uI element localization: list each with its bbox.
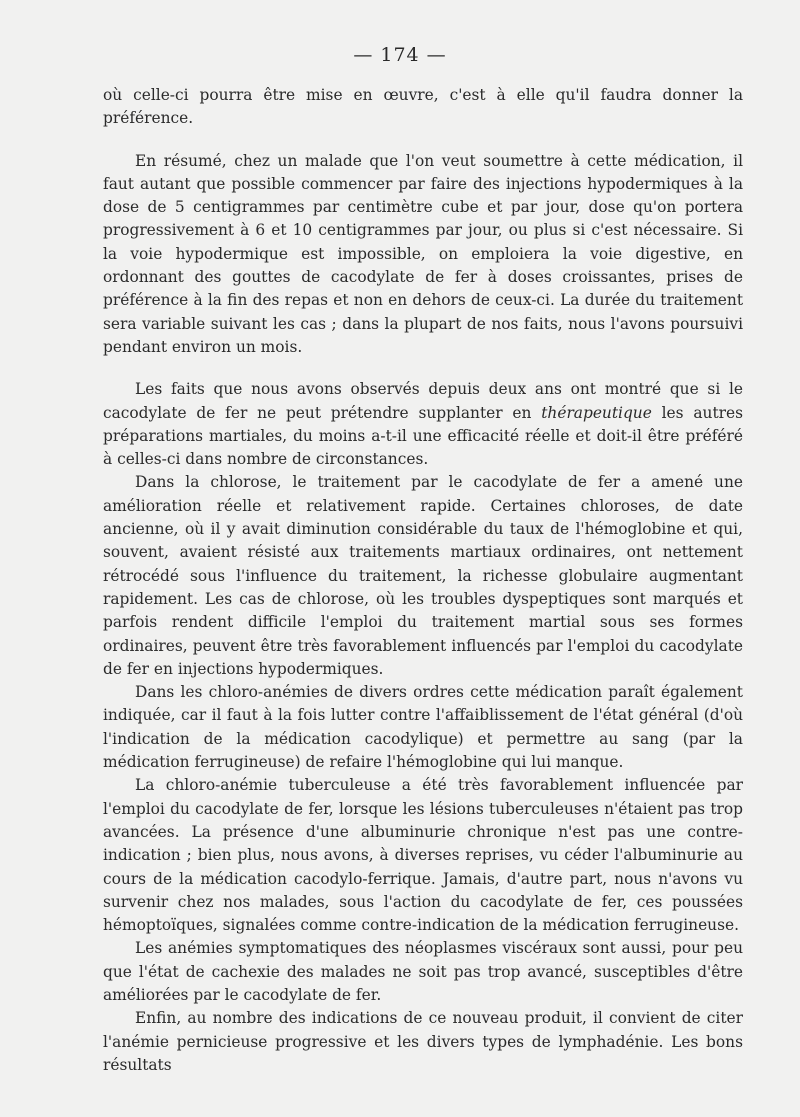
paragraph-text: La chloro-anémie tuberculeuse a été très favorablement influencée par l'emploi du cacodylate de fer, lorsque les lésions tuberculeuses n'étaient pas trop avancées. La présence d'une albuminurie chronique n'est pas une contre-indication ; bien plus, nous avons, à diverses reprises, vu céder l'albuminurie au cours de la médication cacodylo-ferrique. Jamais, d'autre part, nous n'avons vu survenir chez nos malades, sous l'action du cacodylate de fer, ces poussées hémoptoïques, signalées comme contre-indication de la médication ferrugineuse. [103, 776, 743, 935]
paragraph-gap [103, 359, 743, 378]
paragraph-gap [103, 131, 743, 150]
paragraph-text: Dans la chlorose, le traitement par le cacodylate de fer a amené une amélioration réelle et relativement rapide. Certaines chloroses, de date ancienne, où il y avait diminution considérable du taux de l'hémoglobine et qui, souvent, avaient résisté aux traitements martiaux ordinaires, ont nettement rétrocédé sous l'influence du traitement, la richesse globulaire augmentant rapidement. Les cas de chlorose, où les troubles dyspeptiques sont marqués et parfois rendent difficile l'emploi du traitement martial sous ses formes ordinaires, peuvent être très favorablement influencés par l'emploi du cacodylate de fer en injections hypodermiques. [103, 473, 743, 678]
paragraph-p2 [103, 150, 743, 360]
paragraph-p6 [103, 774, 743, 937]
paragraph-text: Les anémies symptomatiques des néoplasmes viscéraux sont aussi, pour peu que l'état de cachexie des malades ne soit pas trop avancé, susceptibles d'être améliorées par le cacodylate de fer. [103, 939, 743, 1004]
paragraph-p8 [103, 1007, 743, 1077]
paragraph-p3 [103, 378, 743, 471]
paragraph-text: En résumé, chez un malade que l'on veut soumettre à cette médication, il faut autant que possible commencer par faire des injections hypodermiques à la dose de 5 centigrammes par centimètre cube et par jour, dose qu'on portera progressivement à 6 et 10 centigrammes par jour, ou plus si c'est nécessaire. Si la voie hypodermique est impossible, on emploiera la voie digestive, en ordonnant des gouttes de cacodylate de fer à doses croissantes, prises de préférence à la fin des repas et non en dehors de ceux-ci. La durée du traitement sera variable suivant les cas ; dans la plupart de nos faits, nous l'avons poursuivi pendant environ un mois. [103, 151, 743, 356]
paragraph-text: les autres préparations martiales, du moins a-t-il une efficacité réelle et doit-il être préféré à celles-ci dans nombre de circonstances. [103, 403, 743, 469]
paragraph-p1 [103, 84, 743, 131]
paragraph-text: Enfin, au nombre des indications de ce nouveau produit, il convient de citer l'anémie pernicieuse progressive et les divers types de lymphadénie. Les bons résultats [103, 1009, 743, 1074]
italic-term: thérapeutique [541, 403, 652, 422]
body-text [103, 84, 743, 1077]
page-number: — 174 — [353, 44, 447, 66]
paragraph-text: Les faits que nous avons observés depuis deux ans ont montré que si le cacodylate de fer ne peut prétendre supplanter en [103, 380, 743, 422]
paragraph-p5 [103, 681, 743, 774]
paragraph-p4 [103, 471, 743, 681]
paragraph-text: où celle-ci pourra être mise en œuvre, c'est à elle qu'il faudra donner la préférence. [103, 86, 743, 128]
paragraph-text: Dans les chloro-anémies de divers ordres cette médication paraît également indiquée, car il faut à la fois lutter contre l'affaiblissement de l'état général (d'où l'indication de la médication cacodylique) et permettre au sang (par la médication ferrugineuse) de refaire l'hémoglobine qui lui manque. [103, 683, 743, 772]
paragraph-p7 [103, 937, 743, 1007]
